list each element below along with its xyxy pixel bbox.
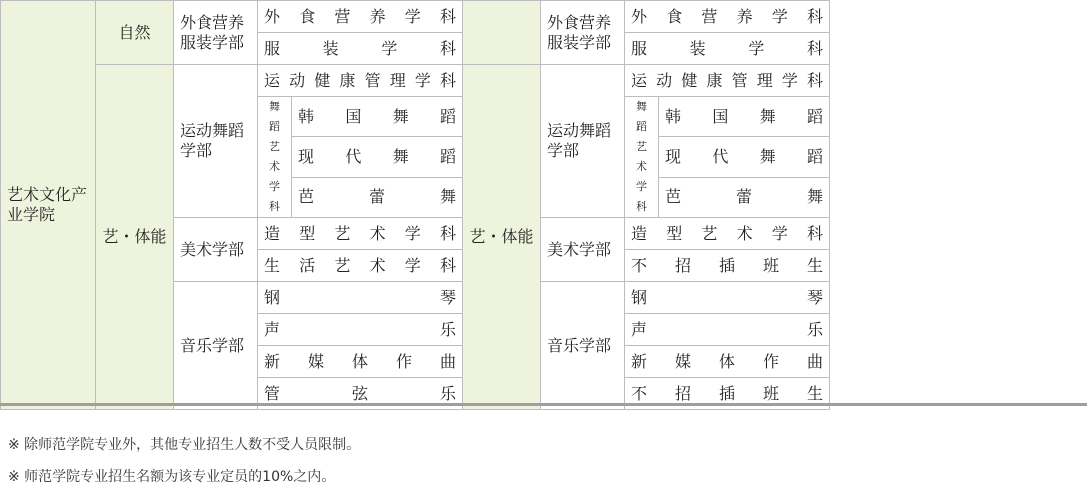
left-fine-arts-dept: 美术学部: [174, 218, 258, 282]
right-new-media: 新媒体作曲: [625, 346, 830, 378]
nature-cell: 自然: [96, 1, 174, 65]
left-food-major: 外食营养学科: [258, 1, 463, 33]
right-fine-arts-dept: 美术学部: [541, 218, 625, 282]
row-3: [1, 65, 830, 97]
note-1: ※ 除师范学院专业外，其他专业招生人数不受人员限制。: [8, 437, 361, 453]
right-no-class-1: 不招插班生: [625, 250, 830, 282]
right-sports-health-major: 运动健康管理学科: [625, 65, 830, 97]
right-ballet: 芭蕾舞: [659, 177, 830, 217]
right-fashion-major: 服装学科: [625, 33, 830, 65]
left-modern-dance: 现代舞蹈: [292, 137, 463, 177]
left-new-media: 新媒体作曲: [258, 346, 463, 378]
right-vocal: 声乐: [625, 314, 830, 346]
left-piano: 钢琴: [258, 282, 463, 314]
right-piano: 钢琴: [625, 282, 830, 314]
right-sports-cell: 艺・体能: [463, 65, 541, 410]
left-sports-cell: 艺・体能: [96, 65, 174, 410]
left-korean-dance: 韩国舞蹈: [292, 97, 463, 137]
right-food-fashion-dept: 外食营养服装学部: [541, 1, 625, 65]
right-no-class-2: 不招插班生: [625, 378, 830, 410]
left-plastic-arts: 造型艺术学科: [258, 218, 463, 250]
left-ballet: 芭蕾舞: [292, 177, 463, 217]
left-fashion-major: 服装学科: [258, 33, 463, 65]
right-dance-arts-label: 舞蹈艺术学科: [625, 97, 659, 218]
left-vocal: 声乐: [258, 314, 463, 346]
note-2: ※ 师范学院专业招生名额为该专业定员的10%之内。: [8, 469, 336, 485]
right-music-dept: 音乐学部: [541, 282, 625, 410]
left-sports-health-major: 运动健康管理学科: [258, 65, 463, 97]
right-modern-dance: 现代舞蹈: [659, 137, 830, 177]
right-sports-dance-dept: 运动舞蹈学部: [541, 65, 625, 218]
right-korean-dance: 韩国舞蹈: [659, 97, 830, 137]
right-food-major: 外食营养学科: [625, 1, 830, 33]
row-1: [1, 1, 830, 33]
left-food-fashion-dept: 外食营养服装学部: [174, 1, 258, 65]
college-cell: 艺术文化产业学院: [1, 1, 96, 410]
left-sports-dance-dept: 运动舞蹈学部: [174, 65, 258, 218]
left-dance-arts-label: 舞蹈艺术学科: [258, 97, 292, 218]
right-nature-cell: [463, 1, 541, 65]
table-bottom-rule: [0, 403, 1087, 406]
left-orchestra: 管弦乐: [258, 378, 463, 410]
right-plastic-arts: 造型艺术学科: [625, 218, 830, 250]
left-music-dept: 音乐学部: [174, 282, 258, 410]
left-life-arts: 生活艺术学科: [258, 250, 463, 282]
